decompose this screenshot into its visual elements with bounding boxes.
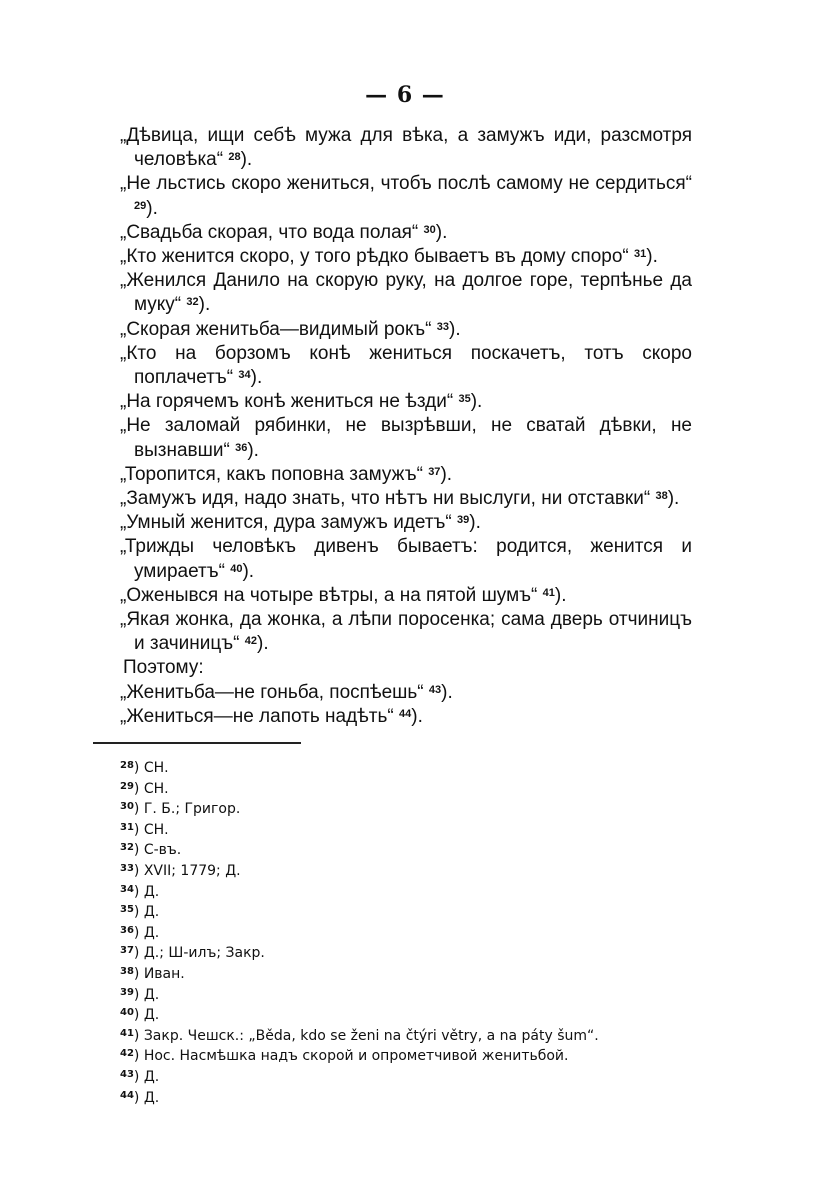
footnote-list xyxy=(120,758,720,1108)
proverb: „Кто женится скоро, у того рѣдко бываетъ въ дому споро“ $^{31}$). xyxy=(120,246,658,268)
proverb: „Не льстись скоро жениться, чтобъ послѣ самому не сердиться“ $^{29}$). xyxy=(120,173,692,219)
footnote-divider xyxy=(93,742,301,744)
footnote: $^{33}$) XVII; 1779; Д. xyxy=(120,862,241,879)
proverb-list xyxy=(120,124,692,729)
footnote: $^{40}$) Д. xyxy=(120,1007,160,1024)
proverb: „Скорая женитьба—видимый рокъ“ $^{33}$). xyxy=(120,318,461,340)
proverb: „Умный женится, дура замужъ идетъ“ $^{39}$). xyxy=(120,512,481,534)
footnote: $^{36}$) Д. xyxy=(120,924,160,941)
footnote: $^{34}$) Д. xyxy=(120,883,160,900)
footnote: $^{28}$) СН. xyxy=(120,760,169,776)
footnote: $^{35}$) Д. xyxy=(120,904,160,921)
footnote: $^{37}$) Д.; Ш-илъ; Закр. xyxy=(120,945,265,962)
footnote: $^{41}$) Закр. Чешск.: „Běda, kdo se ženi na čtýri větry, a na páty šum“. xyxy=(120,1027,599,1044)
footnote: $^{31}$) СН. xyxy=(120,821,169,838)
proverb: „Жениться—не лапоть надѣть“ $^{44}$). xyxy=(120,705,423,727)
connector-text: Поэтому: xyxy=(123,657,204,679)
proverb: „Не заломай рябинки, не вызрѣвши, не сватай дѣвки, не вызнавши“ $^{36}$). xyxy=(120,415,692,461)
footnote: $^{39}$) Д. xyxy=(120,986,160,1003)
footnote: $^{44}$) Д. xyxy=(120,1089,160,1106)
footnote: $^{42}$) Нос. Насмѣшка надъ скорой и опрометчивой женитьбой. xyxy=(120,1048,569,1065)
proverb: „Женитьба—не гоньба, поспѣешь“ $^{43}$). xyxy=(120,681,453,703)
page-number: — 6 — xyxy=(365,82,445,108)
proverb: „На горячемъ конѣ жениться не ѣзди“ $^{35}$). xyxy=(120,391,483,413)
proverb: „Оженывся на чотыре вѣтры, а на пятой шумъ“ $^{41}$). xyxy=(120,584,567,606)
proverb: „Кто на борзомъ конѣ жениться поскачетъ, тотъ скоро поплачетъ“ $^{34}$). xyxy=(120,342,692,389)
proverb: „Женился Данило на скорую руку, на долгое горе, терпѣнье да муку“ $^{32}$). xyxy=(120,270,692,316)
proverb: „Свадьба скорая, что вода полая“ $^{30}$). xyxy=(120,221,448,243)
proverb: „Замужъ идя, надо знать, что нѣтъ ни выслуги, ни отставки“ $^{38}$). xyxy=(120,488,680,510)
proverb: „Трижды человѣкъ дивенъ бываетъ: родится, женится и умираетъ“ $^{40}$). xyxy=(120,536,692,582)
footnote: $^{32}$) С-въ. xyxy=(120,842,182,859)
proverb: „Дѣвица, ищи себѣ мужа для вѣка, а замужъ иди, разсмотря человѣка“ $^{28}$). xyxy=(120,125,692,171)
proverb: „Торопится, какъ поповна замужъ“ $^{37}$). xyxy=(120,463,453,485)
footnote: $^{29}$) СН. xyxy=(120,780,169,797)
footnote: $^{38}$) Иван. xyxy=(120,965,185,982)
proverb: „Якая жонка, да жонка, а лѣпи поросенка; сама дверь отчиницъ и зачиницъ“ $^{42}$). xyxy=(120,609,692,655)
footnote: $^{30}$) Г. Б.; Григор. xyxy=(120,801,241,818)
footnote: $^{43}$) Д. xyxy=(120,1068,160,1085)
